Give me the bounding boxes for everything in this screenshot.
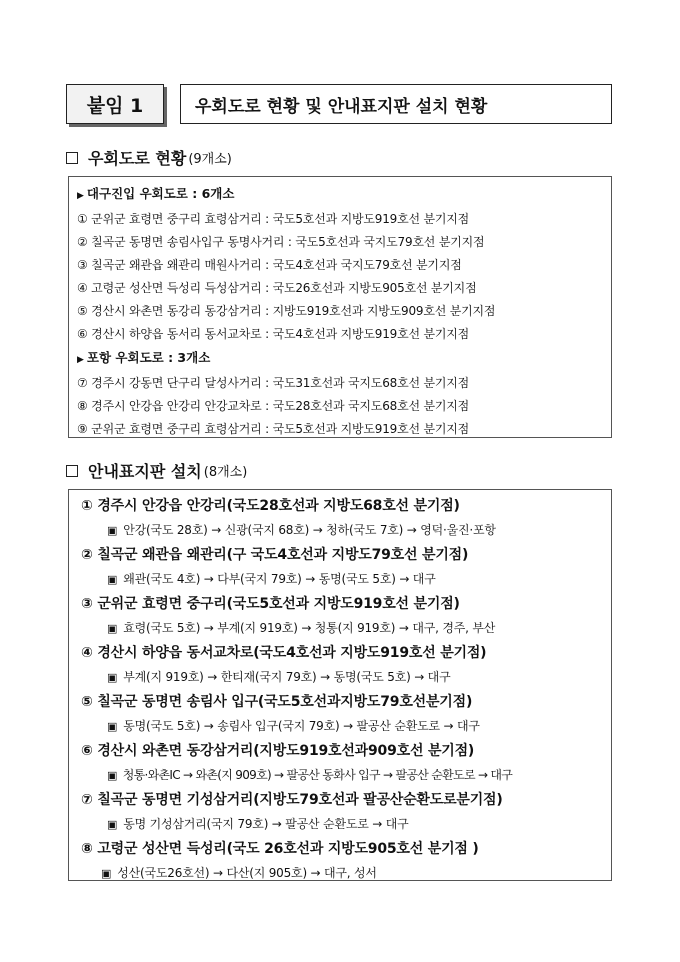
group-label: ▶ 대구진입 우회도로 : 6개소 [77,186,235,201]
triangle-right-icon: ▶ [77,355,84,365]
section2-heading [66,459,247,482]
section1-heading [66,146,232,169]
square-bullet-icon: ▣ [107,671,118,684]
site-name: ⑧ 고령군 성산면 득성리(국도 26호선과 지방도905호선 분기점 ) [81,841,479,857]
sign-installation-box [68,489,612,881]
site-name: ⑦ 칠곡군 동명면 기성삼거리(지방도79호선과 팔공산순환도로분기점) [81,792,503,808]
site-name: ⑥ 경산시 와촌면 동강삼거리(지방도919호선과909호선 분기점) [81,743,475,759]
section1-title: 우회도로 현황 [88,149,187,168]
route-line: ▣ 안강(국도 28호) → 신광(국지 68호) → 청하(국도 7호) → 영덕·울진·포항 [107,523,496,537]
section2-count: (8개소) [203,465,248,480]
list-item: ④ 고령군 성산면 득성리 득성삼거리 : 국도26호선과 지방도905호선 분기지점 [77,281,477,295]
list-item: ⑦ 경주시 강동면 단구리 달성사거리 : 국도31호선과 국지도68호선 분기지점 [77,376,470,390]
list-item: ⑧ 경주시 안강읍 안강리 안강교차로 : 국도28호선과 국지도68호선 분기지점 [77,399,470,413]
route-line: ▣ 성산(국도26호선) → 다산(지 905호) → 대구, 성서 [101,866,377,880]
route-line: ▣ 동명 기성삼거리(국지 79호) → 팔공산 순환도로 → 대구 [107,817,409,831]
square-bullet-icon: ▣ [107,622,118,635]
route-line: ▣ 동명(국도 5호) → 송림사 입구(국지 79호) → 팔공산 순환도로 → 대구 [107,719,480,733]
square-bullet-icon: ▣ [107,769,117,782]
route-line: ▣ 부계(지 919호) → 한티재(국지 79호) → 동명(국도 5호) → 대구 [107,670,451,684]
site-name: ⑤ 칠곡군 동명면 송림사 입구(국도5호선과지방도79호선분기점) [81,694,473,710]
site-name: ② 칠곡군 왜관읍 왜관리(구 국도4호선과 지방도79호선 분기점) [81,547,469,563]
section2-title: 안내표지판 설치 [88,462,202,481]
title-row [66,84,612,126]
list-item: ③ 칠곡군 왜관읍 왜관리 매원사거리 : 국도4호선과 국지도79호선 분기지점 [77,258,462,272]
list-item: ⑨ 군위군 효령면 중구리 효령삼거리 : 국도5호선과 지방도919호선 분기지점 [77,422,470,436]
list-item: ① 군위군 효령면 중구리 효령삼거리 : 국도5호선과 지방도919호선 분기지점 [77,212,470,226]
checkbox-square-icon [66,465,78,477]
square-bullet-icon: ▣ [107,720,118,733]
site-name: ④ 경산시 하양읍 동서교차로(국도4호선과 지방도919호선 분기점) [81,645,487,661]
list-item: ⑤ 경산시 와촌면 동강리 동강삼거리 : 지방도919호선과 지방도909호선 분기지점 [77,304,496,318]
triangle-right-icon: ▶ [77,191,84,201]
square-bullet-icon: ▣ [107,573,118,586]
group-label: ▶ 포항 우회도로 : 3개소 [77,350,211,365]
detour-roads-box [68,176,612,438]
route-line: ▣ 청통·와촌IC → 와촌(지 909호) → 팔공산 동화사 입구 → 팔공산 순환도로 → 대구 [107,768,513,782]
square-bullet-icon: ▣ [107,818,118,831]
list-item: ② 칠곡군 동명면 송림사입구 동명사거리 : 국도5호선과 국지도79호선 분기지점 [77,235,485,249]
section1-count: (9개소) [188,152,232,167]
attachment-tag: 붙임 1 [66,84,164,124]
route-line: ▣ 왜관(국도 4호) → 다부(국지 79호) → 동명(국도 5호) → 대구 [107,572,436,586]
document-title: 우회도로 현황 및 안내표지판 설치 현황 [180,84,612,124]
site-name: ③ 군위군 효령면 중구리(국도5호선과 지방도919호선 분기점) [81,596,460,612]
route-line: ▣ 효령(국도 5호) → 부계(지 919호) → 청통(지 919호) → 대구, 경주, 부산 [107,621,496,635]
square-bullet-icon: ▣ [107,524,118,537]
site-name: ① 경주시 안강읍 안강리(국도28호선과 지방도68호선 분기점) [81,498,460,514]
square-bullet-icon: ▣ [101,867,112,880]
checkbox-square-icon [66,152,78,164]
list-item: ⑥ 경산시 하양읍 동서리 동서교차로 : 국도4호선과 지방도919호선 분기지점 [77,327,470,341]
